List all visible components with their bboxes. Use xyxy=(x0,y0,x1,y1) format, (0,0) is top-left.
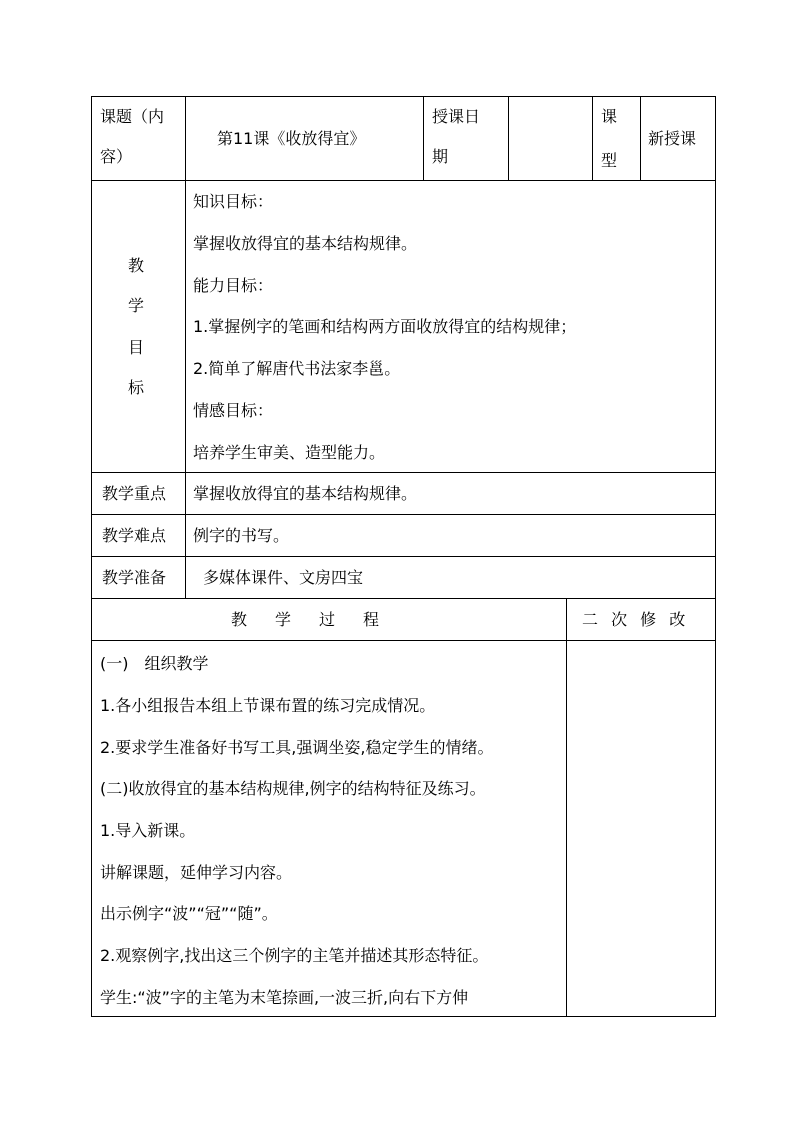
process-header: 教 学 过 程 xyxy=(231,610,386,629)
process-line: 出示例字“波”“冠”“随”。 xyxy=(100,904,278,923)
topic-value: 第11课《收放得宜》 xyxy=(217,129,366,148)
objectives-line: 能力目标： xyxy=(193,276,274,295)
date-label-line2: 期 xyxy=(432,147,449,166)
objectives-line: 1.掌握例字的笔画和结构两方面收放得宜的结构规律； xyxy=(193,317,577,336)
objectives-label-char: 学 xyxy=(128,296,145,315)
objectives-label-char: 目 xyxy=(128,338,145,357)
table-border-left xyxy=(91,96,92,1017)
difficulty-label: 教学难点 xyxy=(102,526,167,545)
table-divider xyxy=(592,96,593,181)
process-line: 1.各小组报告本组上节课布置的练习完成情况。 xyxy=(100,696,436,715)
process-line: 2.要求学生准备好书写工具,强调坐姿,稳定学生的情绪。 xyxy=(100,738,494,757)
process-line: (二)收放得宜的基本结构规律,例字的结构特征及练习。 xyxy=(100,779,486,798)
objectives-line: 2.简单了解唐代书法家李邕。 xyxy=(193,359,401,378)
objectives-line: 知识目标： xyxy=(193,192,274,211)
table-divider xyxy=(508,96,509,181)
preparation-value: 多媒体课件、文房四宝 xyxy=(203,568,364,587)
objectives-label-char: 标 xyxy=(128,378,145,397)
process-line: 学生:“波”字的主笔为末笔捺画,一波三折,向右下方伸 xyxy=(100,988,469,1007)
process-line: (一) 组织教学 xyxy=(100,654,209,673)
preparation-label: 教学准备 xyxy=(102,568,167,587)
topic-label-line2: 容） xyxy=(100,147,133,166)
table-divider xyxy=(185,96,186,599)
table-divider xyxy=(91,640,716,641)
type-label-line2: 型 xyxy=(601,151,618,170)
table-divider xyxy=(640,96,641,181)
process-line: 1.导入新课。 xyxy=(100,821,196,840)
process-line: 2.观察例字,找出这三个例字的主笔并描述其形态特征。 xyxy=(100,946,489,965)
objectives-line: 培养学生审美、造型能力。 xyxy=(193,443,386,462)
process-line: 讲解课题，延伸学习内容。 xyxy=(100,863,293,882)
objectives-line: 情感目标： xyxy=(193,401,274,420)
table-border-bottom xyxy=(91,1016,716,1017)
table-border-right xyxy=(715,96,716,1017)
key-point-label: 教学重点 xyxy=(102,484,167,503)
type-value: 新授课 xyxy=(648,129,697,148)
revision-header: 二 次 修 改 xyxy=(582,610,690,629)
date-label-line1: 授课日 xyxy=(432,107,481,126)
table-divider xyxy=(423,96,424,181)
objectives-line: 掌握收放得宜的基本结构规律。 xyxy=(193,234,418,253)
table-divider xyxy=(566,598,567,1017)
key-point-value: 掌握收放得宜的基本结构规律。 xyxy=(193,484,418,503)
type-label-line1: 课 xyxy=(601,107,618,126)
objectives-label-char: 教 xyxy=(128,256,145,275)
topic-label-line1: 课题（内 xyxy=(100,107,165,126)
difficulty-value: 例字的书写。 xyxy=(193,526,290,545)
